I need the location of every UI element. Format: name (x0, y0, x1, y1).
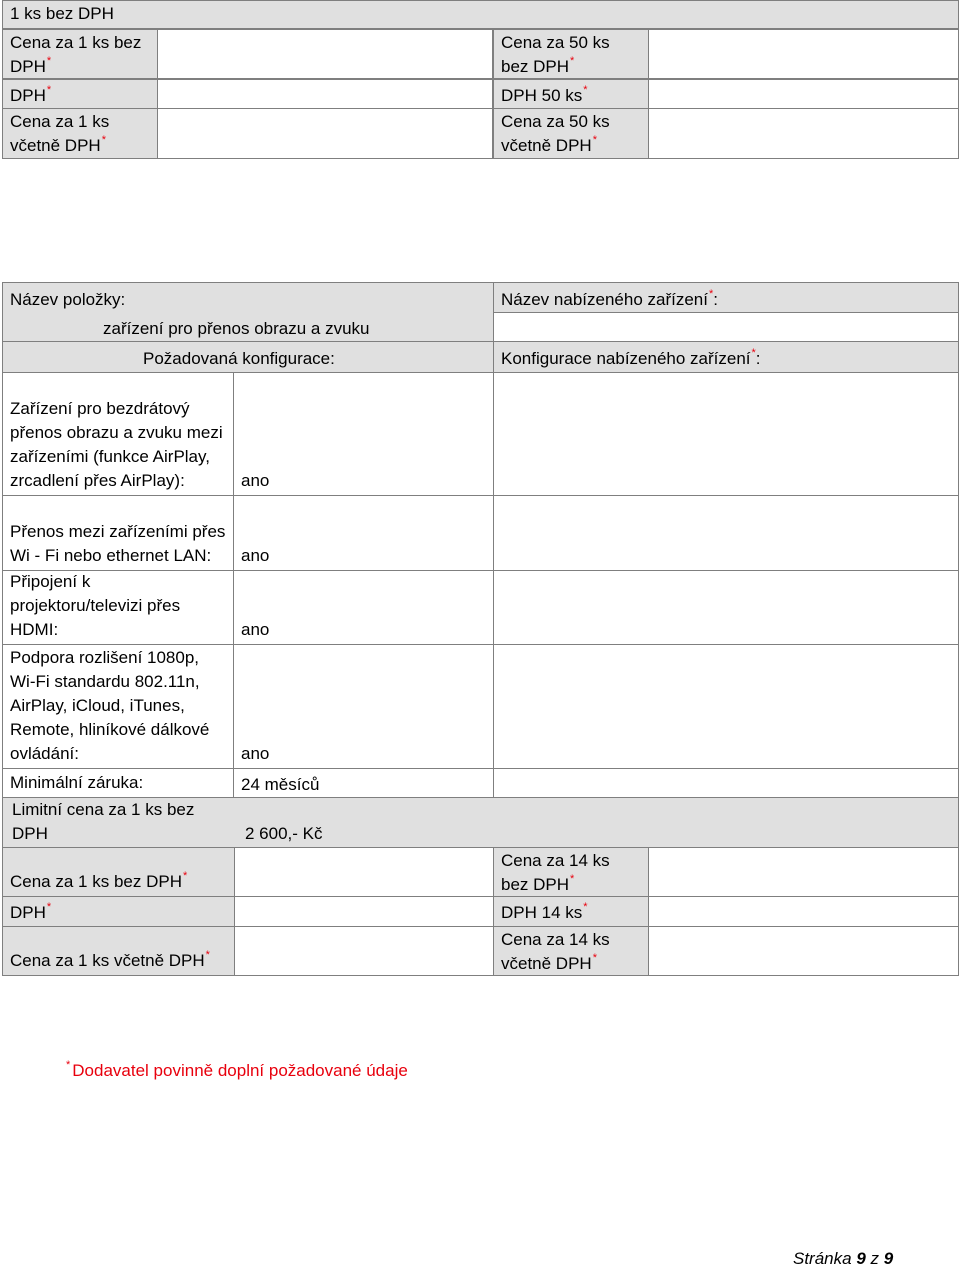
required-asterisk: * (751, 347, 756, 359)
required-asterisk: * (592, 134, 597, 146)
t1-vat-label: DPH* (2, 79, 158, 109)
spec-label-airplay: Zařízení pro bezdrátový přenos obrazu a zvuku mezi zařízeními (funkce AirPlay, zrcadlení přes AirPlay): (2, 372, 234, 496)
t1-total-label: Cena za 1 ks včetně DPH* (2, 108, 158, 159)
t1-vat50-input[interactable] (648, 79, 959, 109)
spec-value-network: ano (233, 495, 494, 571)
page-number: 9 (856, 1249, 866, 1268)
t1-price50-label: Cena za 50 ks bez DPH* (493, 29, 649, 79)
t1-vat-input[interactable] (157, 79, 493, 109)
t1-header-text: 1 ks bez DPH (10, 4, 114, 23)
t2-price-input[interactable] (234, 847, 494, 897)
spec-input-network[interactable] (493, 495, 959, 571)
page-total: 9 (883, 1249, 894, 1268)
t1-price-label: Cena za 1 ks bez DPH* (2, 29, 158, 79)
required-asterisk: * (592, 952, 597, 964)
required-asterisk: * (583, 901, 588, 913)
offered-config-label: Konfigurace nabízeného zařízení*: (493, 341, 959, 373)
t2-total14-label: Cena za 14 ks včetně DPH* (493, 926, 649, 976)
t2-total-input[interactable] (234, 926, 494, 976)
offered-name-input[interactable] (493, 312, 959, 342)
footnote-text: Dodavatel povinně doplní požadované údaje (72, 1061, 408, 1080)
t2-vat14-input[interactable] (648, 896, 959, 927)
spec-value-features: ano (233, 644, 494, 769)
t1-price50-input[interactable] (648, 29, 959, 79)
t1-total50-label: Cena za 50 ks včetně DPH* (493, 108, 649, 159)
required-config-label: Požadovaná konfigurace: (2, 341, 494, 373)
limit-price-label: Limitní cena za 1 ks bez DPH (12, 800, 195, 843)
required-asterisk: * (66, 1059, 71, 1071)
spec-input-features[interactable] (493, 644, 959, 769)
t1-vat50-label: DPH 50 ks* (493, 79, 649, 109)
t2-price14-input[interactable] (648, 847, 959, 897)
t2-total-label: Cena za 1 ks včetně DPH* (2, 926, 235, 976)
t2-total14-input[interactable] (648, 926, 959, 976)
spec-label-warranty: Minimální záruka: (2, 768, 234, 798)
required-asterisk: * (182, 870, 188, 882)
required-asterisk: * (46, 901, 52, 913)
t2-vat14-label: DPH 14 ks* (493, 896, 649, 927)
t1-price-input[interactable] (157, 29, 493, 79)
t1-total50-input[interactable] (648, 108, 959, 159)
required-asterisk: * (46, 55, 52, 67)
limit-price-value: 2 600,- Kč (245, 824, 323, 843)
spec-input-airplay[interactable] (493, 372, 959, 496)
required-asterisk: * (46, 84, 52, 96)
required-asterisk: * (570, 873, 575, 885)
spec-value-warranty: 24 měsíců (233, 768, 494, 798)
spec-value-hdmi: ano (233, 570, 494, 645)
item-name: zařízení pro přenos obrazu a zvuku (103, 319, 370, 338)
required-asterisk: * (205, 949, 210, 961)
spec-label-features: Podpora rozlišení 1080p, Wi-Fi standardu 802.11n, AirPlay, iCloud, iTunes, Remote, hliníkové dálkové ovládání: (2, 644, 234, 769)
t2-vat-input[interactable] (234, 896, 494, 927)
item-name-label: Název položky: zařízení pro přenos obrazu a zvuku (2, 282, 494, 342)
t2-vat-label: DPH* (2, 896, 235, 927)
page-footer: Stránka 9 z 9 (793, 1249, 894, 1268)
required-asterisk: * (583, 84, 588, 96)
spec-label-hdmi: Připojení k projektoru/televizi přes HDMI: (2, 570, 234, 645)
t2-price-label: Cena za 1 ks bez DPH* (2, 847, 235, 897)
t1-header (2, 0, 959, 29)
spec-label-network: Přenos mezi zařízeními přes Wi - Fi nebo ethernet LAN: (2, 495, 234, 571)
required-asterisk: * (708, 288, 714, 300)
t1-total-input[interactable] (157, 108, 493, 159)
spec-input-hdmi[interactable] (493, 570, 959, 645)
required-asterisk: * (101, 134, 106, 146)
t2-price14-label: Cena za 14 ks bez DPH* (493, 847, 649, 897)
spec-input-warranty[interactable] (493, 768, 959, 798)
footnote (66, 1059, 408, 1083)
spec-value-airplay: ano (233, 372, 494, 496)
offered-name-label: Název nabízeného zařízení*: (493, 282, 959, 313)
required-asterisk: * (570, 55, 575, 67)
